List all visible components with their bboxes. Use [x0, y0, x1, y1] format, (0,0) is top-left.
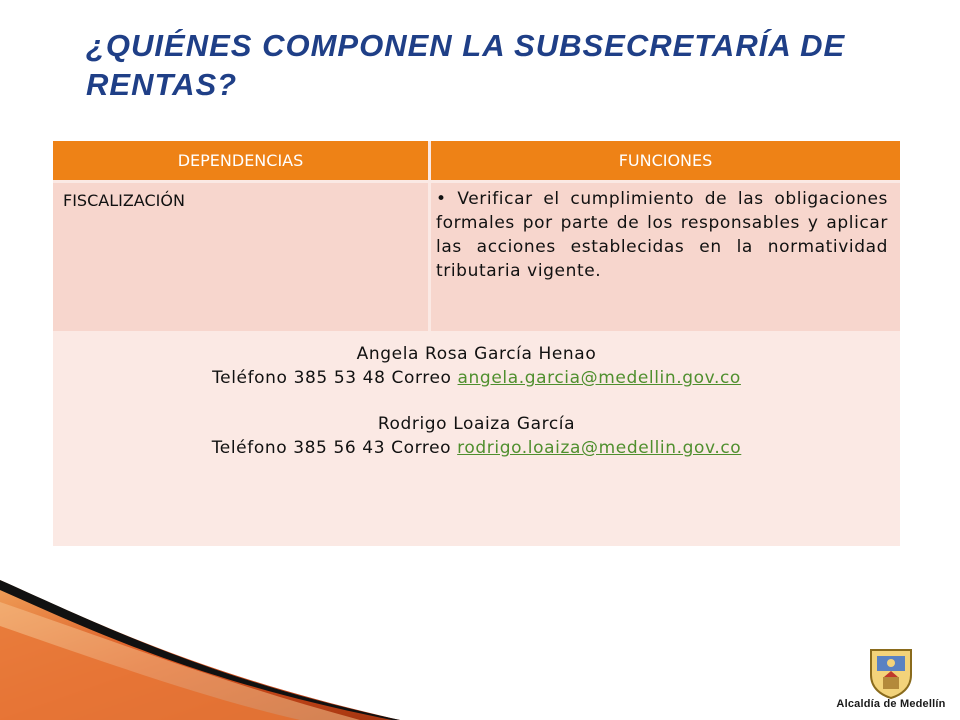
logo-text: Alcaldía de Medellín: [836, 698, 946, 710]
email-link[interactable]: angela.garcia@medellin.gov.co: [457, 368, 741, 388]
contact-name: Rodrigo Loaiza García: [377, 414, 576, 434]
contact-name: Angela Rosa García Henao: [356, 344, 597, 364]
header-dependencias: DEPENDENCIAS: [53, 141, 428, 180]
cell-dependencia: [53, 183, 428, 331]
cell-funcion: [431, 183, 900, 331]
bullet-icon: •: [436, 189, 447, 209]
alcaldia-logo: [826, 645, 956, 720]
contact-phone-line: [53, 366, 900, 390]
dependencia-name: FISCALIZACIÓN: [63, 191, 185, 210]
contact-block: [53, 342, 900, 390]
contact-phone-line: [53, 436, 900, 460]
slide-title: ¿QUIÉNES COMPONEN LA SUBSECRETARÍA DE RENTAS?: [86, 28, 846, 102]
funcion-description: Verificar el cumplimiento de las obligaciones formales por parte de los responsables y aplicar las acciones establecidas en la normatividad tributaria vigente.: [436, 189, 888, 281]
dependencies-table: [53, 141, 900, 546]
contacts-cell: [53, 334, 900, 546]
funcion-text: [436, 187, 888, 283]
header-funciones: FUNCIONES: [431, 141, 900, 180]
contact-phone: Teléfono 385 53 48 Correo: [212, 368, 458, 388]
email-link[interactable]: rodrigo.loaiza@medellin.gov.co: [457, 438, 742, 458]
contact-block: [53, 412, 900, 460]
decorative-swoosh: [0, 580, 400, 720]
coat-of-arms-icon: [868, 647, 914, 699]
contact-phone: Teléfono 385 56 43 Correo: [211, 438, 458, 458]
